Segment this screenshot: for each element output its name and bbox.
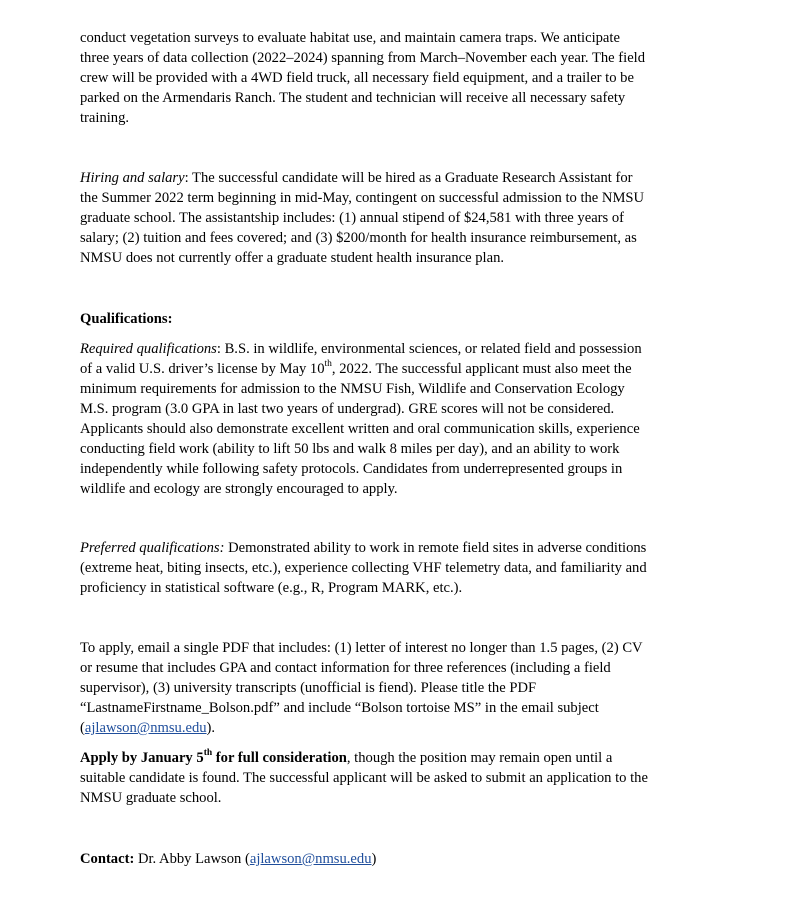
text-line xyxy=(80,168,710,188)
text-line: To apply, email a single PDF that includes: (1) letter of interest no longer than 1.5 pages, (2) CV xyxy=(80,640,643,656)
application-instructions-paragraph xyxy=(80,638,710,738)
text-line: NMSU graduate school. xyxy=(80,790,222,806)
text-span: : The successful candidate will be hired as a Graduate Research Assistant for xyxy=(184,170,633,186)
deadline-paragraph xyxy=(80,748,710,808)
text-line: crew will be provided with a 4WD field truck, all necessary field equipment, and a trailer to be xyxy=(80,70,634,86)
hiring-heading: Hiring and salary xyxy=(80,170,185,186)
contact-email-link[interactable]: ajlawson@nmsu.edu xyxy=(249,851,372,867)
text-span: of a valid U.S. driver’s license by May 10 xyxy=(80,361,325,377)
contact-line xyxy=(80,849,710,869)
text-span: , 2022. The successful applicant must also meet the xyxy=(331,361,632,377)
contact-label: Contact: xyxy=(80,851,135,867)
deadline-emphasis xyxy=(80,750,347,766)
text-line: graduate school. The assistantship includes: (1) annual stipend of $24,581 with three years of xyxy=(80,210,625,226)
text-line: three years of data collection (2022–2024) spanning from March–November each year. The field xyxy=(80,50,646,66)
text-line: proficiency in statistical software (e.g., R, Program MARK, etc.). xyxy=(80,580,463,596)
text-line xyxy=(80,748,710,768)
text-line: the Summer 2022 term beginning in mid-May, contingent on successful admission to the NMSU xyxy=(80,190,645,206)
contact-name: Dr. Abby Lawson ( xyxy=(134,851,250,867)
text-span: ) xyxy=(371,851,377,867)
text-line xyxy=(80,849,710,869)
text-line: (extreme heat, biting insects, etc.), experience collecting VHF telemetry data, and familiarity and xyxy=(80,560,647,576)
text-span: : B.S. in wildlife, environmental sciences, or related field and possession xyxy=(216,341,642,357)
text-line: training. xyxy=(80,110,130,126)
text-span: Apply by January 5 xyxy=(80,750,204,766)
text-line: independently while following safety protocols. Candidates from underrepresented groups in xyxy=(80,461,623,477)
text-line: salary; (2) tuition and fees covered; and (3) $200/month for health insurance reimbursement, as xyxy=(80,230,637,246)
text-line: or resume that includes GPA and contact information for three references (including a field xyxy=(80,660,611,676)
text-span: Demonstrated ability to work in remote field sites in adverse conditions xyxy=(224,540,647,556)
text-line: minimum requirements for admission to the NMSU Fish, Wildlife and Conservation Ecology xyxy=(80,381,625,397)
text-line: NMSU does not currently offer a graduate student health insurance plan. xyxy=(80,250,505,266)
text-span: ( xyxy=(80,720,85,736)
text-line: parked on the Armendaris Ranch. The student and technician will receive all necessary safety xyxy=(80,90,626,106)
text-line xyxy=(80,339,710,359)
text-span: , though the position may remain open until a xyxy=(346,750,613,766)
text-line: suitable candidate is found. The successful applicant will be asked to submit an application to the xyxy=(80,770,648,786)
project-description-paragraph xyxy=(80,28,710,128)
text-line: “LastnameFirstname_Bolson.pdf” and include “Bolson tortoise MS” in the email subject xyxy=(80,700,599,716)
preferred-qualifications-paragraph xyxy=(80,538,710,598)
text-line: wildlife and ecology are strongly encouraged to apply. xyxy=(80,481,398,497)
text-line: Applicants should also demonstrate excellent written and oral communication skills, experience xyxy=(80,421,640,437)
text-line xyxy=(80,718,710,738)
preferred-heading: Preferred qualifications: xyxy=(80,540,225,556)
text-span: for full consideration xyxy=(212,750,347,766)
qualifications-heading: Qualifications: xyxy=(80,311,173,327)
apply-email-link[interactable]: ajlawson@nmsu.edu xyxy=(84,720,207,736)
text-line: M.S. program (3.0 GPA in last two years of undergrad). GRE scores will not be considered. xyxy=(80,401,615,417)
text-line xyxy=(80,359,710,379)
text-line: supervisor), (3) university transcripts (unofficial is fiend). Please title the PDF xyxy=(80,680,537,696)
text-line xyxy=(80,538,710,558)
hiring-salary-paragraph xyxy=(80,168,710,268)
required-qualifications-paragraph xyxy=(80,339,710,499)
superscript: th xyxy=(203,748,213,759)
text-span: ). xyxy=(206,720,216,736)
text-line: conduct vegetation surveys to evaluate habitat use, and maintain camera traps. We anticipate xyxy=(80,30,620,46)
required-heading: Required qualifications xyxy=(80,341,217,357)
text-line: conducting field work (ability to lift 50 lbs and walk 8 miles per day), and an ability to work xyxy=(80,441,620,457)
superscript: th xyxy=(324,359,332,370)
